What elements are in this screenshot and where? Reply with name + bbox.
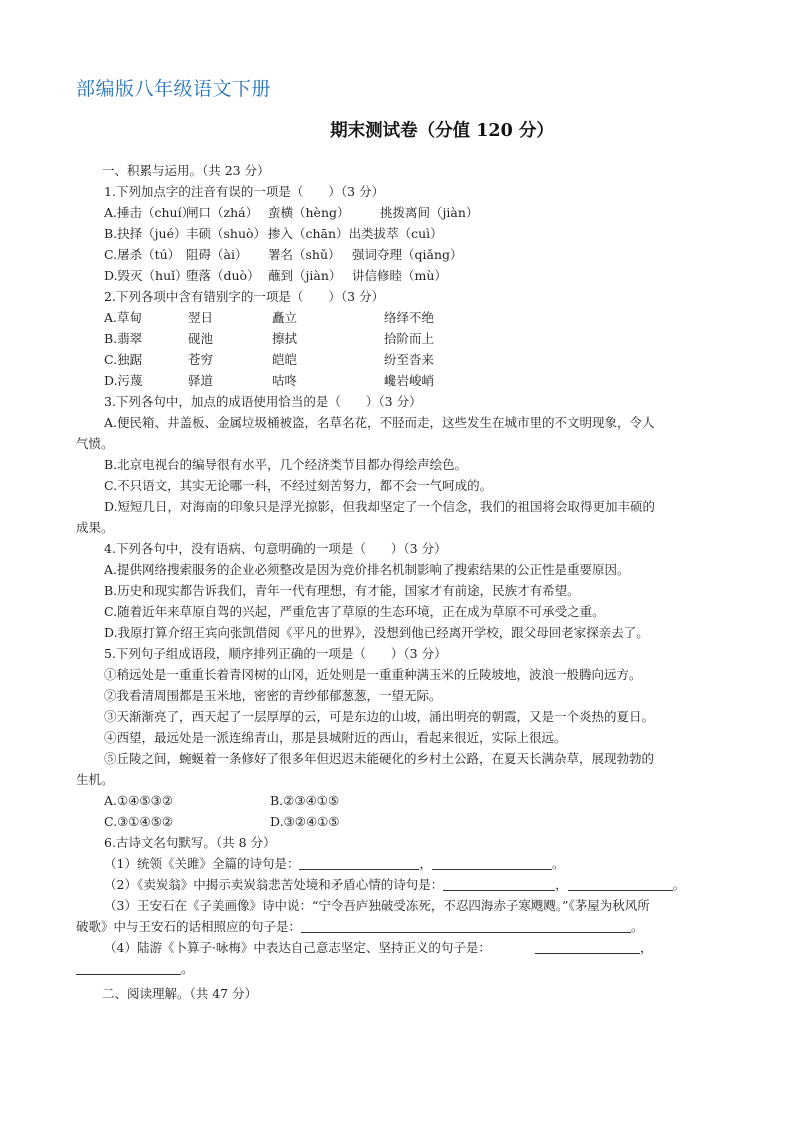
- q1-d-1: D.毁灭（huǐ）: [104, 268, 188, 283]
- q2-a-4: 络绎不绝: [384, 310, 435, 325]
- q1-b-4: 出类拔萃（cuì）: [348, 226, 443, 241]
- q3-option-c: C.不只语文，其实无论哪一科，不经过刻苦努力，都不会一气呵成的。: [104, 478, 493, 493]
- q5-options-ab: [104, 790, 724, 811]
- q6-p1-blank-2[interactable]: [432, 855, 552, 870]
- q6-p2-period: 。: [672, 877, 686, 892]
- q6-p2-comma: ，: [555, 877, 568, 892]
- q3-option-d: D.短短几日，对海南的印象只是浮光掠影，但我却坚定了一个信念，我们的祖国将会取得更加丰硕的: [104, 499, 656, 514]
- q4-stem: 4.下列各句中，没有语病、句意明确的一项是（ ）（3 分）: [104, 541, 447, 556]
- q6-p2-blank-2[interactable]: [568, 876, 673, 891]
- q1-b-2: 丰硕（shuò）: [186, 226, 267, 241]
- exam-title: 期末测试卷（分值 120 分）: [330, 121, 554, 141]
- q6-p2-blank-1[interactable]: [443, 876, 555, 891]
- q2-c-4: 纷至沓来: [384, 352, 435, 367]
- q2-stem: 2.下列各项中含有错别字的一项是（ ）（3 分）: [104, 289, 385, 304]
- q1-c-1: C.屠杀（tú）: [104, 247, 181, 262]
- q5-sentence-3: ③天渐渐亮了，西天起了一层厚厚的云，可是东边的山坡，涌出明亮的朝霞，又是一个炎热的夏日。: [104, 709, 655, 724]
- series-header: 部编版八年级语文下册: [76, 78, 272, 100]
- q1-c-4: 强词夺理（qiǎng）: [352, 247, 463, 262]
- q2-d-1: D.污蔑: [104, 373, 143, 388]
- q5-sentence-5: ⑤丘陵之间，蜿蜒着一条修好了很多年但迟迟未能硬化的乡村土公路，在夏天长满杂草，展现勃勃的: [104, 751, 655, 766]
- q3-option-b: B.北京电视台的编导很有水平，几个经济类节目都办得绘声绘色。: [104, 457, 468, 472]
- q3-stem: 3.下列各句中，加点的成语使用恰当的是（ ）（3 分）: [104, 394, 422, 409]
- q6-part-3-cont: [76, 916, 724, 937]
- q6-p4-text: （4）陆游《卜算子·咏梅》中表达自己意志坚定、坚持正义的句子是：: [104, 940, 491, 955]
- q1-option-b: [104, 223, 724, 244]
- q1-option-c: [104, 244, 724, 265]
- q6-p1-text: （1）统领《关雎》全篇的诗句是：: [104, 856, 300, 871]
- q1-c-3: 署名（shǔ）: [268, 247, 341, 262]
- q4-option-a: A.提供网络搜索服务的企业必须整改是因为竞价排名机制影响了搜索结果的公正性是重要原因。: [104, 562, 630, 577]
- q6-part-4-cont: [76, 958, 724, 979]
- q5-option-b: B.②③④①⑤: [270, 793, 340, 808]
- q2-option-d: [104, 370, 724, 391]
- q2-c-3: 皑皑: [272, 352, 298, 367]
- q3-option-a: A.便民箱、井盖板、金属垃圾桶被盗，名草名花，不胫而走，这些发生在城市里的不文明现象，令人: [104, 415, 655, 430]
- exam-content: [76, 160, 724, 1004]
- q6-part-3: （3）王安石在《子美画像》诗中说：“宁令吾庐独破受冻死，不忍四海赤子寒飕飕。”《茅屋为秋风所: [104, 898, 650, 913]
- q2-option-b: [104, 328, 724, 349]
- q6-part-4: [104, 937, 724, 958]
- q1-b-1: B.抉择（jué）: [104, 226, 187, 241]
- q6-p4-blank-1[interactable]: [535, 939, 640, 954]
- q6-p4-comma: ，: [639, 940, 653, 955]
- q4-option-d: D.我原打算介绍王宾向张凯借阅《平凡的世界》，没想到他已经离开学校，跟父母回老家探亲去了。: [104, 625, 649, 640]
- q2-c-2: 苍穷: [188, 352, 214, 367]
- q5-sentence-4: ④西望，最远处是一派连绵青山，那是县城附近的西山，看起来很近，实际上很远。: [104, 730, 567, 745]
- q2-b-4: 拾阶而上: [384, 331, 435, 346]
- q1-b-3: 掺入（chān）: [268, 226, 349, 241]
- q5-option-d: D.③②④①⑤: [270, 814, 340, 829]
- q2-b-1: B.翡翠: [104, 331, 143, 346]
- q5-stem: 5.下列句子组成语段，顺序排列正确的一项是（ ）（3 分）: [104, 646, 447, 661]
- q5-option-c: C.③①④⑤②: [104, 814, 174, 829]
- section-heading-1: 一、积累与运用。（共 23 分）: [102, 163, 270, 178]
- q6-stem: 6.古诗文名句默写。（共 8 分）: [104, 835, 276, 850]
- q6-p4-period: 。: [181, 961, 194, 976]
- q6-part-1: [104, 853, 724, 874]
- q4-option-c: C.随着近年来草原自驾的兴起，严重危害了草原的生态环境，正在成为草原不可承受之重。: [104, 604, 605, 619]
- q6-p3-text: 破歌》中与王安石的话相照应的句子是：: [76, 919, 302, 934]
- q6-p1-comma: ，: [419, 856, 432, 871]
- q6-p1-period: 。: [551, 856, 565, 871]
- q2-option-c: [104, 349, 724, 370]
- q2-d-2: 驿道: [188, 373, 214, 388]
- q1-d-2: 堕落（duò）: [186, 268, 260, 283]
- q3-option-d-cont: 成果。: [76, 520, 114, 535]
- q5-option-a: A.①④⑤③②: [104, 793, 174, 808]
- q2-a-3: 矗立: [272, 310, 298, 325]
- q1-a-3: 蛮横（hèng）: [268, 205, 350, 220]
- q4-option-b: B.历史和现实都告诉我们，青年一代有理想，有才能，国家才有前途，民族才有希望。: [104, 583, 580, 598]
- q6-p2-text: （2）《卖炭翁》中揭示卖炭翁悲苦处境和矛盾心情的诗句是：: [104, 877, 444, 892]
- q5-sentence-2: ②我看清周围都是玉米地，密密的青纱郁郁葱葱，一望无际。: [104, 688, 442, 703]
- q1-c-2: 阻碍（ài）: [186, 247, 248, 262]
- q6-part-2: [104, 874, 724, 895]
- q1-a-4: 挑拨离间（jiàn）: [380, 205, 479, 220]
- q2-d-3: 咕咚: [272, 373, 298, 388]
- q6-p3-blank[interactable]: [301, 918, 631, 933]
- q2-a-2: 翌日: [188, 310, 214, 325]
- q2-option-a: [104, 307, 724, 328]
- q2-b-2: 砚池: [188, 331, 214, 346]
- q1-d-3: 蘸到（jiàn）: [268, 268, 342, 283]
- q6-p4-blank-2[interactable]: [76, 960, 181, 975]
- q5-sentence-1: ①稍远处是一重重长着青冈树的山冈，近处则是一重重种满玉米的丘陵坡地，波浪一般腾向远方。: [104, 667, 642, 682]
- q1-d-4: 讲信修睦（mù）: [352, 268, 447, 283]
- q2-c-1: C.独踞: [104, 352, 143, 367]
- q5-options-cd: [104, 811, 724, 832]
- q2-b-3: 擦拭: [272, 331, 298, 346]
- q2-d-4: 巉岩峻峭: [384, 373, 435, 388]
- q1-stem: 1.下列加点字的注音有误的一项是（ ）（3 分）: [104, 184, 385, 199]
- q6-p3-period: 。: [631, 919, 644, 934]
- q1-option-a: [104, 202, 724, 223]
- q3-option-a-cont: 气愤。: [76, 436, 114, 451]
- q1-a-1: A.捶击（chuí）: [104, 205, 195, 220]
- q1-option-d: [104, 265, 724, 286]
- q6-p1-blank-1[interactable]: [299, 855, 419, 870]
- q1-a-2: 闸口（zhá）: [186, 205, 259, 220]
- q5-sentence-5-cont: 生机。: [76, 772, 114, 787]
- section-heading-2: 二、阅读理解。（共 47 分）: [102, 986, 258, 1001]
- q2-a-1: A.草甸: [104, 310, 143, 325]
